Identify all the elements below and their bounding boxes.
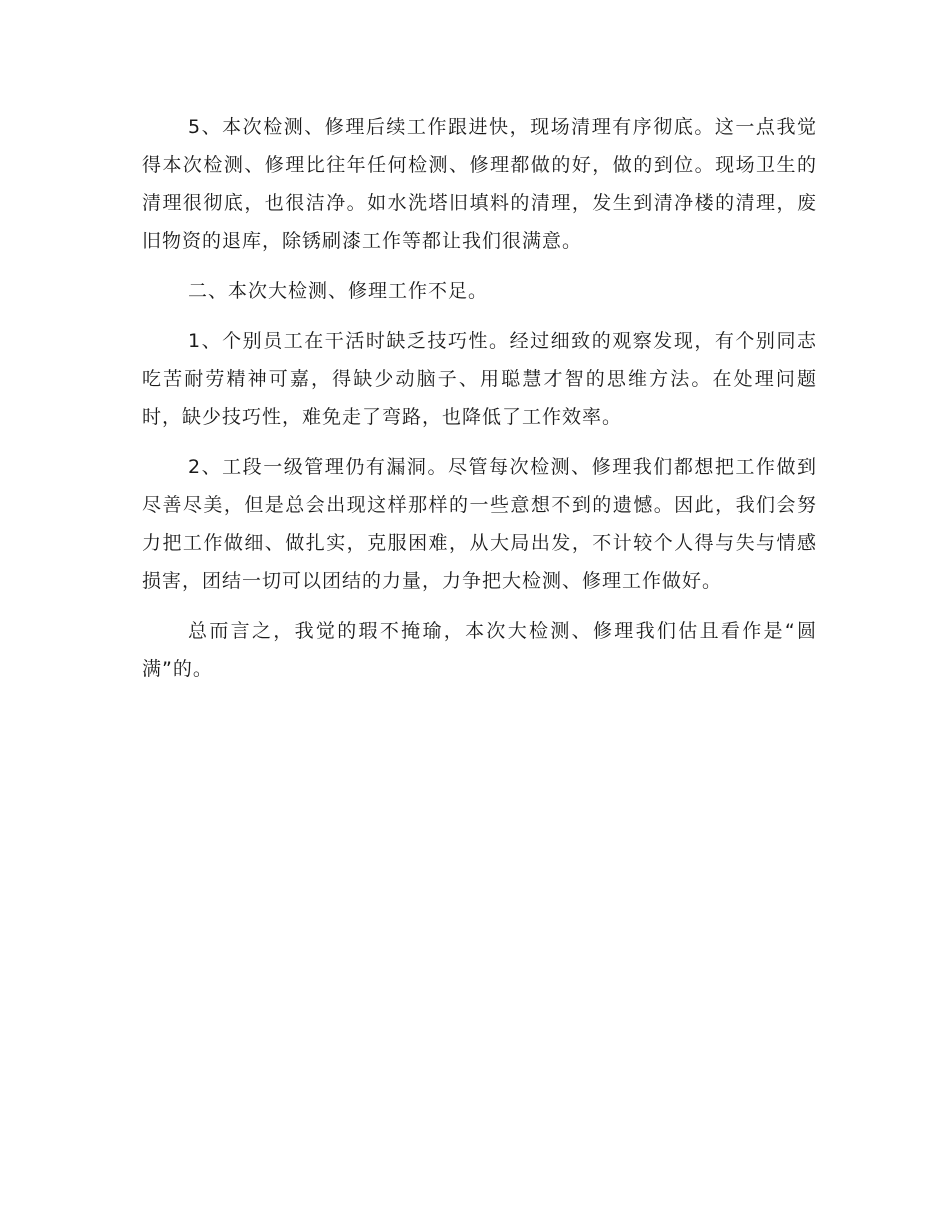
paragraph-skills: 1、个别员工在干活时缺乏技巧性。经过细致的观察发现，有个别同志吃苦耐劳精神可嘉，得缺少动脑子、用聪慧才智的思维方法。在处理问题时，缺少技巧性，难免走了弯路，也降低了工作效率。 xyxy=(142,330,817,428)
paragraph-conclusion: 总而言之，我觉的瑕不掩瑜，本次大检测、修理我们估且看作是“圆满”的。 xyxy=(142,620,817,680)
paragraph-cleanup: 5、本次检测、修理后续工作跟进快，现场清理有序彻底。这一点我觉得本次检测、修理比往年任何检测、修理都做的好，做的到位。现场卫生的清理很彻底，也很洁净。如水洗塔旧填料的清理，发生到清净楼的清理，废旧物资的退库，除锈刷漆工作等都让我们很满意。 xyxy=(142,116,817,252)
paragraph-management: 2、工段一级管理仍有漏洞。尽管每次检测、修理我们都想把工作做到尽善尽美，但是总会出现这样那样的一些意想不到的遗憾。因此，我们会努力把工作做细、做扎实，克服困难，从大局出发，不计较个人得与失与情感损害，团结一切可以团结的力量，力争把大检测、修理工作做好。 xyxy=(142,456,817,592)
document-body xyxy=(142,108,817,700)
section-heading-shortcomings: 二、本次大检测、修理工作不足。 xyxy=(188,280,489,302)
